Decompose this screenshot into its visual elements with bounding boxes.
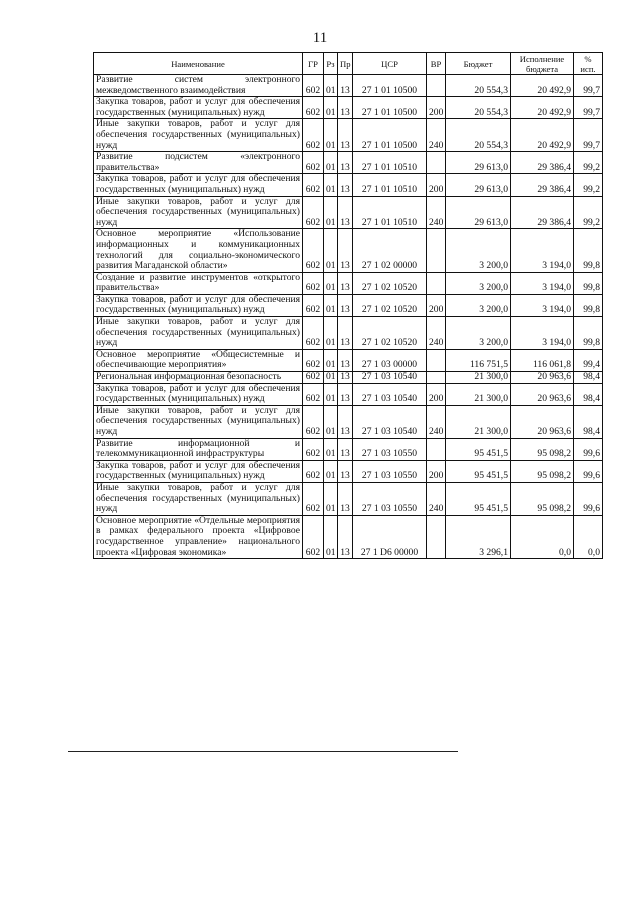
row-gr-cell: 602	[303, 438, 324, 460]
row-rz-cell: 01	[324, 272, 338, 294]
row-budget-cell: 3 200,0	[446, 317, 511, 350]
row-pr-cell: 13	[338, 174, 353, 196]
table-row	[94, 383, 603, 405]
row-pr-cell: 13	[338, 372, 353, 384]
row-pr-cell: 13	[338, 294, 353, 316]
row-execution-cell: 20 492,9	[511, 119, 574, 152]
row-budget-cell: 3 296,1	[446, 515, 511, 558]
row-csr-cell: 27 1 03 10540	[353, 405, 427, 438]
row-csr-cell: 27 1 03 00000	[353, 349, 427, 371]
row-vr-cell: 200	[427, 174, 446, 196]
row-csr-cell: 27 1 03 10540	[353, 383, 427, 405]
header-pr: Пр	[338, 53, 353, 75]
row-percent-cell: 98,4	[574, 372, 603, 384]
row-vr-cell: 240	[427, 482, 446, 515]
row-name-cell: Иные закупки товаров, работ и услуг для обеспечения государственных (муниципальных) нужд	[94, 317, 303, 350]
row-pr-cell: 13	[338, 196, 353, 229]
row-pr-cell: 13	[338, 438, 353, 460]
row-execution-cell: 20 492,9	[511, 97, 574, 119]
row-name-cell: Иные закупки товаров, работ и услуг для обеспечения государственных (муниципальных) нужд	[94, 119, 303, 152]
row-csr-cell: 27 1 01 10500	[353, 75, 427, 97]
bottom-divider-line	[68, 751, 458, 752]
row-budget-cell: 3 200,0	[446, 229, 511, 272]
row-pr-cell: 13	[338, 229, 353, 272]
row-name-cell: Основное мероприятие «Отдельные мероприятия в рамках федерального проекта «Цифровое государственное управление» национального проекта «Цифровая экономика»	[94, 515, 303, 558]
row-rz-cell: 01	[324, 482, 338, 515]
row-budget-cell: 95 451,5	[446, 438, 511, 460]
row-name-cell: Закупка товаров, работ и услуг для обеспечения государственных (муниципальных) нужд	[94, 294, 303, 316]
row-budget-cell: 21 300,0	[446, 372, 511, 384]
header-csr: ЦСР	[353, 53, 427, 75]
row-vr-cell	[427, 229, 446, 272]
row-name-cell: Основное мероприятие «Общесистемные и обеспечивающие мероприятия»	[94, 349, 303, 371]
row-gr-cell: 602	[303, 317, 324, 350]
row-csr-cell: 27 1 01 10510	[353, 174, 427, 196]
row-csr-cell: 27 1 02 10520	[353, 294, 427, 316]
row-name-cell: Иные закупки товаров, работ и услуг для обеспечения государственных (муниципальных) нужд	[94, 482, 303, 515]
row-rz-cell: 01	[324, 97, 338, 119]
row-budget-cell: 21 300,0	[446, 405, 511, 438]
row-percent-cell: 99,8	[574, 229, 603, 272]
row-execution-cell: 20 963,6	[511, 383, 574, 405]
row-percent-cell: 99,8	[574, 272, 603, 294]
row-budget-cell: 29 613,0	[446, 196, 511, 229]
row-vr-cell: 200	[427, 460, 446, 482]
row-percent-cell: 99,2	[574, 152, 603, 174]
row-pr-cell: 13	[338, 272, 353, 294]
table-header	[94, 53, 603, 75]
table-row	[94, 317, 603, 350]
row-execution-cell: 3 194,0	[511, 294, 574, 316]
row-rz-cell: 01	[324, 515, 338, 558]
row-gr-cell: 602	[303, 482, 324, 515]
row-percent-cell: 99,6	[574, 482, 603, 515]
table-row	[94, 174, 603, 196]
row-gr-cell: 602	[303, 515, 324, 558]
row-gr-cell: 602	[303, 383, 324, 405]
row-pr-cell: 13	[338, 152, 353, 174]
row-percent-cell: 99,2	[574, 196, 603, 229]
row-vr-cell: 200	[427, 294, 446, 316]
row-vr-cell: 240	[427, 317, 446, 350]
row-rz-cell: 01	[324, 152, 338, 174]
table-row	[94, 152, 603, 174]
row-csr-cell: 27 1 01 10510	[353, 152, 427, 174]
table-row	[94, 482, 603, 515]
row-gr-cell: 602	[303, 119, 324, 152]
row-budget-cell: 29 613,0	[446, 174, 511, 196]
header-rz: Рз	[324, 53, 338, 75]
row-budget-cell: 20 554,3	[446, 119, 511, 152]
row-execution-cell: 20 492,9	[511, 75, 574, 97]
row-percent-cell: 99,8	[574, 317, 603, 350]
table-row	[94, 438, 603, 460]
row-gr-cell: 602	[303, 349, 324, 371]
row-pr-cell: 13	[338, 515, 353, 558]
row-gr-cell: 602	[303, 405, 324, 438]
table-row	[94, 460, 603, 482]
row-name-cell: Создание и развитие инструментов «открытого правительства»	[94, 272, 303, 294]
row-pr-cell: 13	[338, 383, 353, 405]
row-budget-cell: 3 200,0	[446, 272, 511, 294]
row-vr-cell	[427, 438, 446, 460]
row-percent-cell: 99,6	[574, 460, 603, 482]
row-budget-cell: 20 554,3	[446, 97, 511, 119]
row-gr-cell: 602	[303, 272, 324, 294]
header-gr: ГР	[303, 53, 324, 75]
row-gr-cell: 602	[303, 75, 324, 97]
row-gr-cell: 602	[303, 229, 324, 272]
row-pr-cell: 13	[338, 482, 353, 515]
row-execution-cell: 20 963,6	[511, 405, 574, 438]
row-execution-cell: 3 194,0	[511, 272, 574, 294]
row-gr-cell: 602	[303, 152, 324, 174]
row-rz-cell: 01	[324, 349, 338, 371]
table-row	[94, 349, 603, 371]
header-execution: Исполнение бюджета	[511, 53, 574, 75]
row-pr-cell: 13	[338, 75, 353, 97]
row-name-cell: Основное мероприятие «Использование информационных и коммуникационных технологий для социально-экономического развития Магаданской области»	[94, 229, 303, 272]
table-body	[94, 75, 603, 559]
row-execution-cell: 29 386,4	[511, 174, 574, 196]
row-gr-cell: 602	[303, 97, 324, 119]
row-gr-cell: 602	[303, 294, 324, 316]
row-pr-cell: 13	[338, 349, 353, 371]
row-rz-cell: 01	[324, 438, 338, 460]
row-csr-cell: 27 1 D6 00000	[353, 515, 427, 558]
row-execution-cell: 3 194,0	[511, 229, 574, 272]
row-gr-cell: 602	[303, 196, 324, 229]
header-percent: % исп.	[574, 53, 603, 75]
row-csr-cell: 27 1 03 10550	[353, 438, 427, 460]
row-budget-cell: 3 200,0	[446, 294, 511, 316]
table-row	[94, 515, 603, 558]
row-csr-cell: 27 1 01 10510	[353, 196, 427, 229]
row-pr-cell: 13	[338, 317, 353, 350]
header-name: Наименование	[94, 53, 303, 75]
row-percent-cell: 99,2	[574, 174, 603, 196]
row-execution-cell: 0,0	[511, 515, 574, 558]
row-budget-cell: 20 554,3	[446, 75, 511, 97]
row-execution-cell: 29 386,4	[511, 196, 574, 229]
row-percent-cell: 99,7	[574, 75, 603, 97]
row-percent-cell: 99,4	[574, 349, 603, 371]
row-pr-cell: 13	[338, 460, 353, 482]
row-vr-cell: 240	[427, 405, 446, 438]
row-name-cell: Развитие подсистем «электронного правительства»	[94, 152, 303, 174]
row-name-cell: Региональная информационная безопасность	[94, 372, 303, 384]
row-pr-cell: 13	[338, 97, 353, 119]
row-rz-cell: 01	[324, 294, 338, 316]
row-percent-cell: 99,7	[574, 119, 603, 152]
table-row	[94, 196, 603, 229]
row-execution-cell: 29 386,4	[511, 152, 574, 174]
table-row	[94, 272, 603, 294]
row-vr-cell: 240	[427, 119, 446, 152]
row-csr-cell: 27 1 02 10520	[353, 317, 427, 350]
page-number: 11	[312, 30, 328, 46]
row-name-cell: Закупка товаров, работ и услуг для обеспечения государственных (муниципальных) нужд	[94, 174, 303, 196]
row-rz-cell: 01	[324, 460, 338, 482]
header-budget: Бюджет	[446, 53, 511, 75]
row-gr-cell: 602	[303, 372, 324, 384]
row-pr-cell: 13	[338, 119, 353, 152]
row-name-cell: Развитие информационной и телекоммуникационной инфраструктуры	[94, 438, 303, 460]
row-budget-cell: 95 451,5	[446, 460, 511, 482]
row-rz-cell: 01	[324, 196, 338, 229]
row-vr-cell	[427, 75, 446, 97]
row-vr-cell	[427, 152, 446, 174]
row-percent-cell: 98,4	[574, 383, 603, 405]
row-execution-cell: 95 098,2	[511, 482, 574, 515]
row-percent-cell: 0,0	[574, 515, 603, 558]
row-csr-cell: 27 1 03 10550	[353, 460, 427, 482]
table-row	[94, 75, 603, 97]
row-csr-cell: 27 1 03 10550	[353, 482, 427, 515]
row-name-cell: Развитие систем электронного межведомственного взаимодействия	[94, 75, 303, 97]
row-pr-cell: 13	[338, 405, 353, 438]
row-name-cell: Закупка товаров, работ и услуг для обеспечения государственных (муниципальных) нужд	[94, 383, 303, 405]
row-csr-cell: 27 1 01 10500	[353, 97, 427, 119]
row-name-cell: Иные закупки товаров, работ и услуг для обеспечения государственных (муниципальных) нужд	[94, 196, 303, 229]
row-percent-cell: 99,8	[574, 294, 603, 316]
row-rz-cell: 01	[324, 383, 338, 405]
table-row	[94, 372, 603, 384]
table-row	[94, 119, 603, 152]
table-row	[94, 294, 603, 316]
row-gr-cell: 602	[303, 174, 324, 196]
row-name-cell: Закупка товаров, работ и услуг для обеспечения государственных (муниципальных) нужд	[94, 460, 303, 482]
table-row	[94, 97, 603, 119]
row-rz-cell: 01	[324, 174, 338, 196]
row-percent-cell: 99,6	[574, 438, 603, 460]
row-execution-cell: 3 194,0	[511, 317, 574, 350]
row-execution-cell: 95 098,2	[511, 460, 574, 482]
row-vr-cell: 240	[427, 196, 446, 229]
row-csr-cell: 27 1 03 10540	[353, 372, 427, 384]
row-execution-cell: 116 061,8	[511, 349, 574, 371]
row-rz-cell: 01	[324, 229, 338, 272]
row-budget-cell: 21 300,0	[446, 383, 511, 405]
row-name-cell: Иные закупки товаров, работ и услуг для обеспечения государственных (муниципальных) нужд	[94, 405, 303, 438]
row-gr-cell: 602	[303, 460, 324, 482]
row-budget-cell: 29 613,0	[446, 152, 511, 174]
row-vr-cell	[427, 515, 446, 558]
row-rz-cell: 01	[324, 317, 338, 350]
row-percent-cell: 99,7	[574, 97, 603, 119]
row-execution-cell: 95 098,2	[511, 438, 574, 460]
row-rz-cell: 01	[324, 75, 338, 97]
header-vr: ВР	[427, 53, 446, 75]
row-csr-cell: 27 1 02 10520	[353, 272, 427, 294]
row-percent-cell: 98,4	[574, 405, 603, 438]
row-budget-cell: 95 451,5	[446, 482, 511, 515]
row-rz-cell: 01	[324, 405, 338, 438]
row-vr-cell	[427, 272, 446, 294]
row-rz-cell: 01	[324, 372, 338, 384]
budget-execution-table	[93, 52, 603, 559]
table-row	[94, 229, 603, 272]
table-row	[94, 405, 603, 438]
row-csr-cell: 27 1 01 10500	[353, 119, 427, 152]
row-vr-cell: 200	[427, 383, 446, 405]
row-name-cell: Закупка товаров, работ и услуг для обеспечения государственных (муниципальных) нужд	[94, 97, 303, 119]
row-vr-cell	[427, 372, 446, 384]
row-execution-cell: 20 963,6	[511, 372, 574, 384]
row-vr-cell: 200	[427, 97, 446, 119]
row-rz-cell: 01	[324, 119, 338, 152]
row-budget-cell: 116 751,5	[446, 349, 511, 371]
row-csr-cell: 27 1 02 00000	[353, 229, 427, 272]
row-vr-cell	[427, 349, 446, 371]
